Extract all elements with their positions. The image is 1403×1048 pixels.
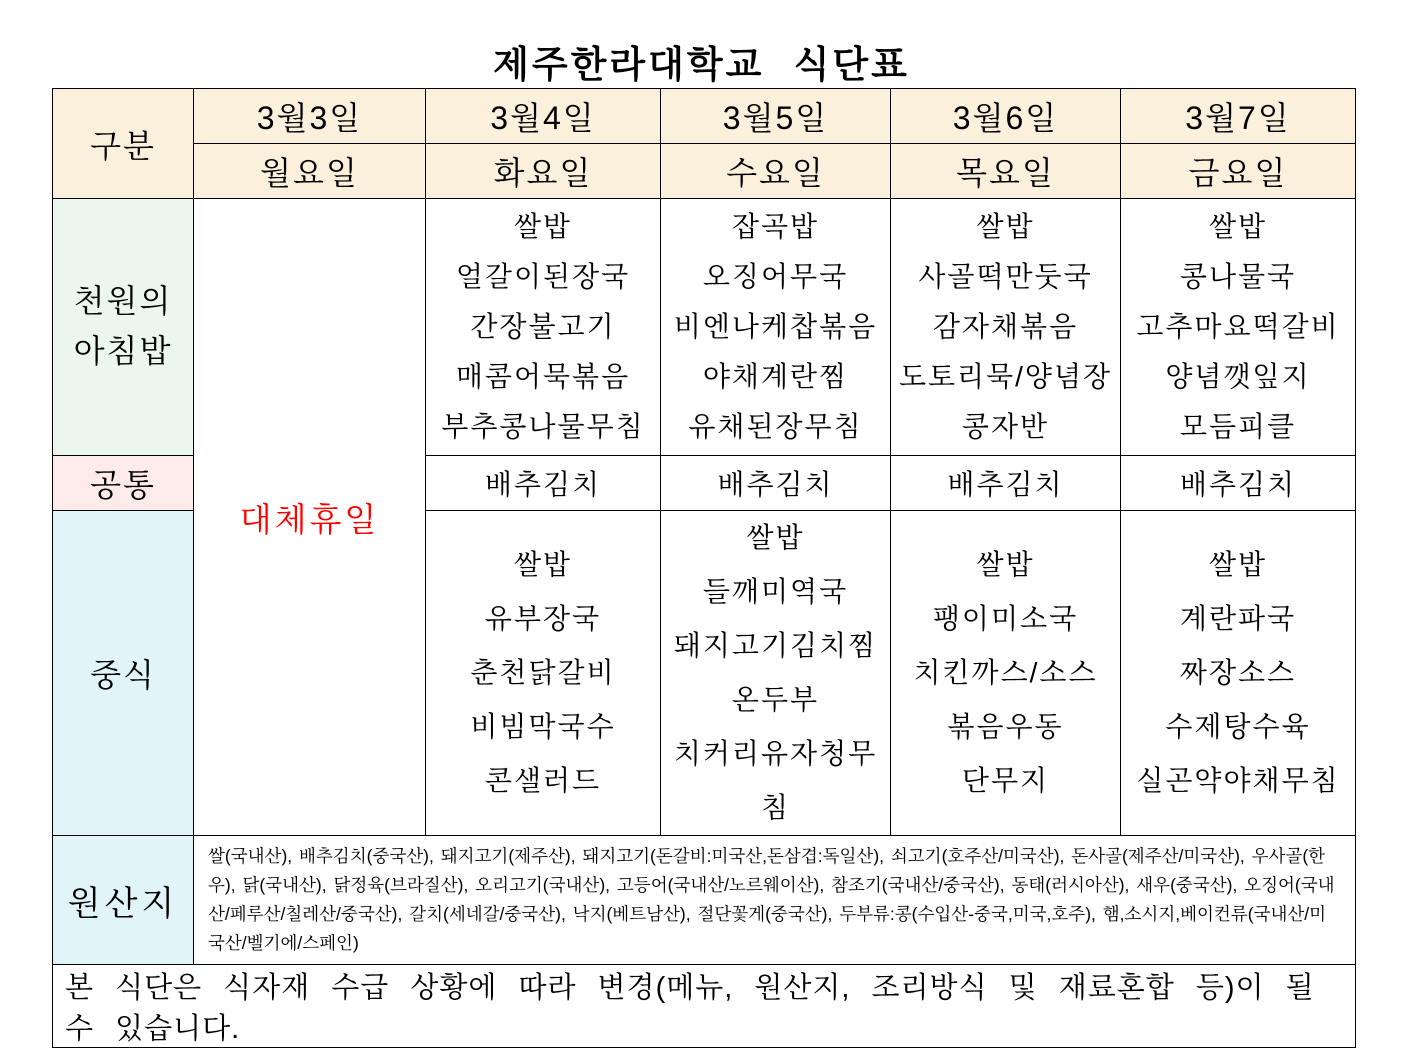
menu-item: 쌀밥 (1208, 549, 1268, 580)
meal-plan-table (52, 88, 1356, 1048)
menu-item: 볶음우동 (947, 711, 1064, 742)
common-item-wed: 배추김치 (661, 456, 891, 511)
corner-cell: 구분 (53, 89, 194, 199)
lunch-menu-fri (1121, 511, 1356, 836)
weekday-cell-wed: 수요일 (661, 144, 891, 199)
breakfast-row (53, 199, 1356, 456)
date-cell-fri: 3월7일 (1121, 89, 1356, 144)
menu-item: 치커리유자청무침 (673, 738, 878, 823)
breakfast-menu-thu (891, 199, 1121, 456)
weekday-cell-mon: 월요일 (194, 144, 426, 199)
row-label-common: 공통 (53, 456, 194, 511)
menu-item: 단무지 (961, 765, 1050, 796)
menu-item: 계란파국 (1179, 603, 1297, 634)
row-label-lunch: 중식 (53, 511, 194, 836)
row-label-breakfast: 천원의 아침밥 (53, 199, 194, 456)
menu-item: 춘천닭갈비 (470, 657, 616, 688)
lunch-menu-thu (891, 511, 1121, 836)
origin-text: 쌀(국내산), 배추김치(중국산), 돼지고기(제주산), 돼지고기(돈갈비:미국산,돈삼겹:독일산), 쇠고기(호주산/미국산), 돈사골(제주산/미국산), 우사골(한우), 닭(국내산), 닭정육(브라질산), 오리고기(국내산), 고등어(국내산/노르웨이산), 참조기(국내산/중국산), 동태(러시아산), 새우(중국산), 오징어(국내산/페루산/칠레산/중국산), 갈치(세네갈/중국산), 낙지(베트남산), 절단꽃게(중국산), 두부류:콩(수입산-중국,미국,호주), 햄,소시지,베이컨류(국내산/미국산/벨기에/스페인) (194, 836, 1356, 965)
menu-item: 비엔나케찹볶음 (673, 311, 878, 342)
menu-item: 양념깻잎지 (1165, 361, 1311, 392)
menu-item: 매콤어묵볶음 (455, 361, 631, 392)
menu-item: 비빔막국수 (470, 711, 616, 742)
menu-item: 팽이미소국 (932, 603, 1079, 634)
holiday-cell: 대체휴일 (194, 199, 426, 836)
menu-item: 모듬피클 (1179, 411, 1297, 442)
menu-item: 수제탕수육 (1165, 711, 1311, 742)
breakfast-menu-fri (1121, 199, 1356, 456)
menu-item: 잡곡밥 (731, 211, 820, 242)
menu-item: 쌀밥 (513, 211, 573, 242)
menu-item: 얼갈이된장국 (455, 261, 631, 292)
menu-item: 쌀밥 (746, 522, 805, 553)
menu-item: 유부장국 (484, 603, 602, 634)
date-cell-wed: 3월5일 (661, 89, 891, 144)
menu-item: 쌀밥 (1208, 211, 1268, 242)
menu-item: 사골떡만둣국 (918, 261, 1093, 292)
date-header-row (53, 89, 1356, 144)
weekday-cell-tue: 화요일 (426, 144, 661, 199)
menu-item: 온두부 (731, 684, 820, 715)
menu-item: 콘샐러드 (484, 765, 602, 796)
notice-text: 본 식단은 식자재 수급 상황에 따라 변경(메뉴, 원산지, 조리방식 및 재료혼합 등)이 될 수 있습니다. (53, 965, 1356, 1048)
menu-item: 간장불고기 (470, 311, 616, 342)
lunch-menu-wed (661, 511, 891, 836)
date-cell-tue: 3월4일 (426, 89, 661, 144)
page-title: 제주한라대학교 식단표 (493, 44, 910, 85)
notice-row (53, 965, 1356, 1048)
menu-item: 쌀밥 (976, 211, 1035, 242)
menu-item: 부추콩나물무침 (441, 411, 645, 442)
menu-item: 쌀밥 (976, 549, 1035, 580)
weekday-cell-thu: 목요일 (891, 144, 1121, 199)
weekday-cell-fri: 금요일 (1121, 144, 1356, 199)
menu-item: 짜장소스 (1179, 657, 1297, 688)
menu-item: 콩나물국 (1179, 261, 1297, 292)
menu-item: 치킨까스/소스 (913, 657, 1098, 688)
menu-item: 실곤약야채무침 (1136, 765, 1340, 796)
lunch-menu-tue (426, 511, 661, 836)
menu-item: 오징어무국 (702, 261, 849, 292)
common-item-tue: 배추김치 (426, 456, 661, 511)
common-item-fri: 배추김치 (1121, 456, 1356, 511)
menu-item: 쌀밥 (513, 549, 573, 580)
menu-item: 들깨미역국 (702, 576, 849, 607)
weekday-header-row (53, 144, 1356, 199)
breakfast-menu-tue (426, 199, 661, 456)
menu-item: 돼지고기김치찜 (673, 630, 878, 661)
menu-item: 콩자반 (961, 411, 1050, 442)
date-cell-thu: 3월6일 (891, 89, 1121, 144)
menu-item: 유채된장무침 (688, 411, 863, 442)
menu-item: 도토리묵/양념장 (898, 361, 1113, 392)
common-item-thu: 배추김치 (891, 456, 1121, 511)
menu-item: 감자채볶음 (932, 311, 1079, 342)
menu-item: 야채계란찜 (702, 361, 849, 392)
breakfast-menu-wed (661, 199, 891, 456)
menu-item: 고추마요떡갈비 (1136, 311, 1340, 342)
date-cell-mon: 3월3일 (194, 89, 426, 144)
row-label-origin: 원산지 (53, 836, 194, 965)
origin-row (53, 836, 1356, 965)
